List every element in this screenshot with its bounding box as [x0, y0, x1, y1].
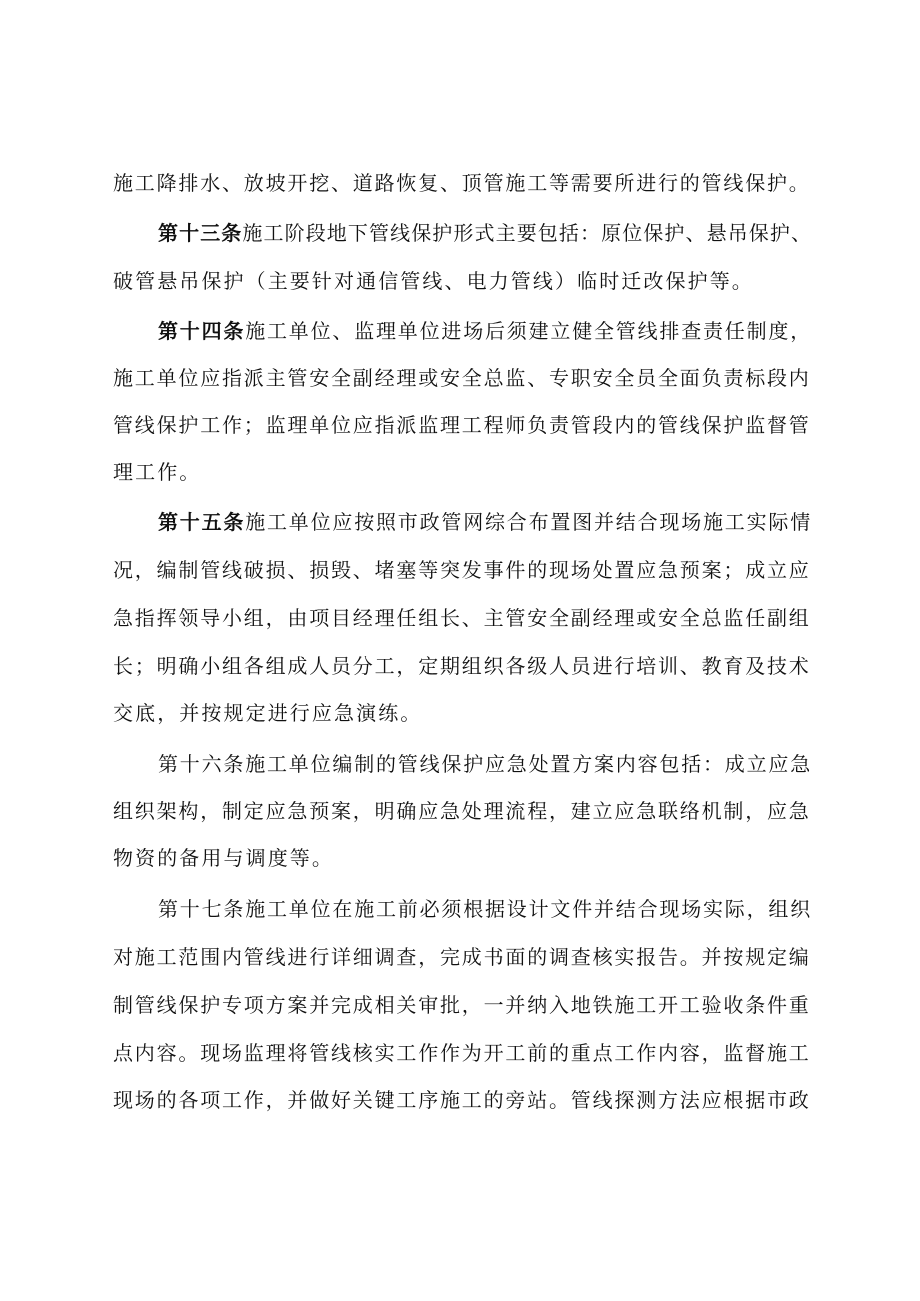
line-text: 长；明确小组各组成人员分工，定期组织各级人员进行培训、教育及技术 [113, 654, 811, 678]
text-line [113, 363, 813, 393]
text-line [113, 651, 813, 681]
line-text: 理工作。 [113, 460, 202, 484]
article-13-line [158, 218, 813, 248]
article-15-line [158, 507, 813, 537]
line-text: 第十七条施工单位在施工前必须根据设计文件并结合现场实际，组织 [158, 897, 812, 921]
article-heading: 第十四条 [158, 319, 246, 343]
line-text: 制管线保护专项方案并完成相关审批，一并纳入地铁施工开工验收条件重 [113, 993, 811, 1017]
text-line [113, 796, 813, 826]
line-text: 管线保护工作；监理单位应指派监理工程师负责管段内的管线保护监督管 [113, 413, 811, 437]
text-line [113, 942, 813, 972]
text-line [113, 698, 813, 728]
article-14-line [158, 316, 813, 346]
text-line [113, 410, 813, 440]
line-text: 点内容。现场监理将管线核实工作作为开工前的重点工作内容，监督施工 [113, 1041, 811, 1065]
line-text: 对施工范围内管线进行详细调查，完成书面的调查核实报告。并按规定编 [113, 945, 811, 969]
text-line [113, 843, 813, 873]
text-line [113, 1085, 813, 1115]
text-line [113, 168, 813, 198]
article-17-line [158, 894, 813, 924]
line-text: 施工单位应指派主管安全副经理或安全总监、专职安全员全面负责标段内 [113, 366, 811, 390]
line-text: 第十六条施工单位编制的管线保护应急处置方案内容包括：成立应急 [158, 752, 812, 776]
article-heading: 第十三条 [158, 221, 243, 245]
line-text: 破管悬吊保护（主要针对通信管线、电力管线）临时迁改保护等。 [113, 269, 754, 293]
text-line [113, 457, 813, 487]
text-line [113, 1038, 813, 1068]
line-text: 况，编制管线破损、损毁、堵塞等突发事件的现场处置应急预案；成立应 [113, 558, 811, 582]
line-text: 交底，并按规定进行应急演练。 [113, 701, 423, 725]
text-line [113, 555, 813, 585]
article-heading: 第十五条 [158, 510, 246, 534]
text-line [113, 603, 813, 633]
line-text: 急指挥领导小组，由项目经理任组长、主管安全副经理或安全总监任副组 [113, 606, 811, 630]
line-text: 组织架构，制定应急预案，明确应急处理流程，建立应急联络机制，应急 [113, 799, 811, 823]
line-text: 物资的备用与调度等。 [113, 846, 334, 870]
text-line [113, 266, 813, 296]
line-text: 现场的各项工作，并做好关键工序施工的旁站。管线探测方法应根据市政 [113, 1088, 811, 1112]
line-text: 施工阶段地下管线保护形式主要包括：原位保护、悬吊保护、 [242, 221, 813, 245]
line-text: 施工降排水、放坡开挖、道路恢复、顶管施工等需要所进行的管线保护。 [113, 171, 811, 195]
article-16-line [158, 749, 813, 779]
line-text: 施工单位、监理单位进场后须建立健全管线排查责任制度， [245, 319, 813, 343]
line-text: 施工单位应按照市政管网综合布置图并结合现场施工实际情 [245, 510, 813, 534]
text-line [113, 990, 813, 1020]
